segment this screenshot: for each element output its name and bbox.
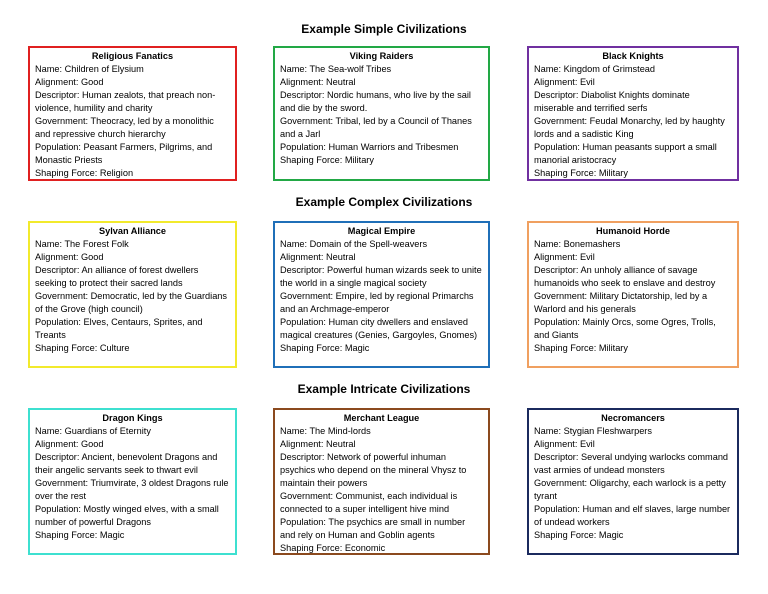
card-field-name: Name: Guardians of Eternity: [35, 426, 151, 436]
card-field-shaping-force: Shaping Force: Military: [534, 343, 628, 353]
card-field-population: Population: Mainly Orcs, some Ogres, Trolls, and Giants: [534, 317, 716, 340]
card-field-shaping-force: Shaping Force: Religion: [35, 168, 134, 178]
card-field-name: Name: Kingdom of Grimstead: [534, 64, 656, 74]
card-field-government: Government: Communist, each individual is connected to a super intelligent hive mind: [280, 491, 458, 514]
card-field-alignment: Alignment: Good: [35, 252, 104, 262]
card-field-shaping-force: Shaping Force: Military: [280, 155, 374, 165]
card-field-descriptor: Descriptor: An alliance of forest dwellers seeking to protect their sacred lands: [35, 265, 199, 288]
card-field-government: Government: Feudal Monarchy, led by haughty lords and a sadistic King: [534, 116, 725, 139]
card-field-alignment: Alignment: Good: [35, 439, 104, 449]
card-field-population: Population: Human Warriors and Tribesmen: [280, 142, 459, 152]
card-field-name: Name: The Forest Folk: [35, 239, 129, 249]
card-field-descriptor: Descriptor: Several undying warlocks command vast armies of undead monsters: [534, 452, 729, 475]
card-field-alignment: Alignment: Evil: [534, 252, 595, 262]
card-field-government: Government: Democratic, led by the Guardians of the Grove (high council): [35, 291, 228, 314]
card-field-descriptor: Descriptor: Powerful human wizards seek to unite the world in a single magical society: [280, 265, 482, 288]
card-field-descriptor: Descriptor: An unholy alliance of savage humanoids who seek to enslave and destroy: [534, 265, 716, 288]
card-field-government: Government: Military Dictatorship, led by a Warlord and his generals: [534, 291, 708, 314]
civilization-card-humanoid-horde: [527, 221, 739, 368]
card-title: Merchant League: [343, 413, 420, 423]
card-field-population: Population: Human city dwellers and enslaved magical creatures (Genies, Gargoyles, Gnomes): [280, 317, 478, 340]
card-title: Religious Fanatics: [91, 51, 174, 61]
card-field-shaping-force: Shaping Force: Culture: [35, 343, 130, 353]
card-title: Necromancers: [601, 413, 665, 423]
card-field-population: Population: Human peasants support a small manorial aristocracy: [534, 142, 717, 165]
civilization-card-religious-fanatics: [28, 46, 237, 181]
card-field-alignment: Alignment: Neutral: [280, 77, 356, 87]
card-field-descriptor: Descriptor: Ancient, benevolent Dragons and their angelic servants seek to thwart evil: [35, 452, 218, 475]
card-field-population: Population: Human and elf slaves, large number of undead workers: [534, 504, 731, 527]
card-title: Dragon Kings: [102, 413, 163, 423]
card-field-government: Government: Oligarchy, each warlock is a petty tyrant: [534, 478, 726, 501]
card-field-alignment: Alignment: Neutral: [280, 252, 356, 262]
card-title: Black Knights: [602, 51, 664, 61]
section-title-example-intricate-civilizations: Example Intricate Civilizations: [297, 382, 471, 396]
card-field-shaping-force: Shaping Force: Magic: [280, 343, 370, 353]
civilization-card-black-knights: [527, 46, 739, 181]
card-field-name: Name: Domain of the Spell-weavers: [280, 239, 428, 249]
card-field-name: Name: Stygian Fleshwarpers: [534, 426, 652, 436]
card-field-name: Name: The Mind-lords: [280, 426, 371, 436]
card-field-population: Population: Mostly winged elves, with a small number of powerful Dragons: [35, 504, 219, 527]
card-title: Magical Empire: [347, 226, 416, 236]
card-field-population: Population: Elves, Centaurs, Sprites, and Treants: [35, 317, 203, 340]
card-title: Viking Raiders: [349, 51, 414, 61]
card-field-alignment: Alignment: Evil: [534, 77, 595, 87]
card-field-shaping-force: Shaping Force: Magic: [534, 530, 624, 540]
section-title-example-simple-civilizations: Example Simple Civilizations: [301, 22, 467, 36]
card-field-name: Name: Bonemashers: [534, 239, 621, 249]
civilization-card-merchant-league: [273, 408, 490, 555]
card-field-government: Government: Theocracy, led by a monolithic and repressive church hierarchy: [35, 116, 214, 139]
card-field-alignment: Alignment: Evil: [534, 439, 595, 449]
card-field-shaping-force: Shaping Force: Military: [534, 168, 628, 178]
card-field-descriptor: Descriptor: Human zealots, that preach non-violence, humility and charity: [35, 90, 216, 113]
civilization-card-magical-empire: [273, 221, 490, 368]
card-field-shaping-force: Shaping Force: Magic: [35, 530, 125, 540]
card-field-shaping-force: Shaping Force: Economic: [280, 543, 386, 553]
card-field-government: Government: Tribal, led by a Council of Thanes and a Jarl: [280, 116, 472, 139]
card-field-descriptor: Descriptor: Nordic humans, who live by the sail and die by the sword.: [280, 90, 471, 113]
civilization-card-viking-raiders: [273, 46, 490, 181]
card-title: Sylvan Alliance: [98, 226, 167, 236]
civilization-card-dragon-kings: [28, 408, 237, 555]
card-field-name: Name: Children of Elysium: [35, 64, 144, 74]
card-field-name: Name: The Sea-wolf Tribes: [280, 64, 392, 74]
card-field-descriptor: Descriptor: Network of powerful inhuman psychics who depend on the mineral Vhysz to maintain their powers: [280, 452, 467, 488]
card-field-population: Population: The psychics are small in number and rely on Human and Goblin agents: [280, 517, 466, 540]
card-field-government: Government: Empire, led by regional Primarchs and an Archmage-emperor: [280, 291, 474, 314]
civilization-card-necromancers: [527, 408, 739, 555]
card-title: Humanoid Horde: [595, 226, 670, 236]
card-field-alignment: Alignment: Good: [35, 77, 104, 87]
civilization-card-sylvan-alliance: [28, 221, 237, 368]
card-field-government: Government: Triumvirate, 3 oldest Dragons rule over the rest: [35, 478, 229, 501]
section-title-example-complex-civilizations: Example Complex Civilizations: [295, 195, 473, 209]
card-field-descriptor: Descriptor: Diabolist Knights dominate miserable and terrified serfs: [534, 90, 690, 113]
card-field-population: Population: Peasant Farmers, Pilgrims, and Monastic Priests: [35, 142, 213, 165]
card-field-alignment: Alignment: Neutral: [280, 439, 356, 449]
